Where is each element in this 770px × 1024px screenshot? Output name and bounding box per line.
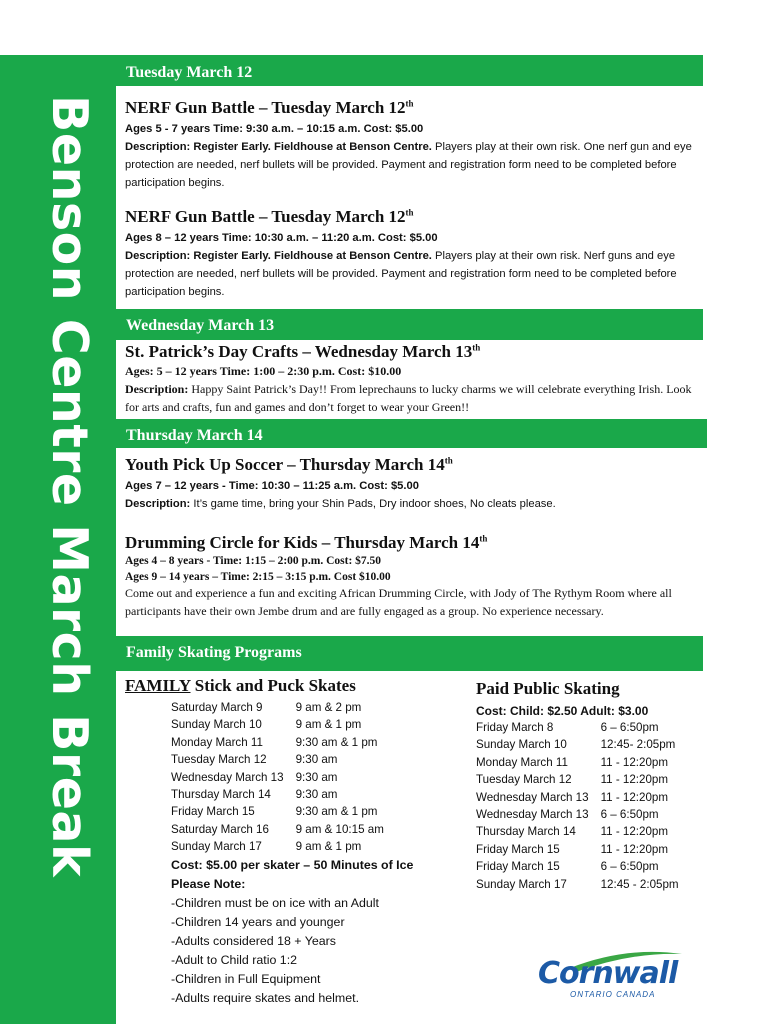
schedule-row (171, 716, 384, 733)
schedule-row (476, 771, 679, 788)
note-item: -Adults considered 18 + Years (171, 933, 336, 948)
schedule-row (171, 769, 384, 786)
schedule-time: 9 am & 10:15 am (295, 822, 384, 836)
event-description: Description: Register Early. Fieldhouse at Benson Centre. Players play at their own risk. One nerf gun and eye protection are needed, nerf bullets will be provided. Payment and registration form need to be completed before participation begins. (125, 141, 692, 189)
schedule-time: 9 am & 1 pm (295, 840, 362, 854)
event-description: Description: Register Early. Fieldhouse at Benson Centre. Players play at their own risk. Nerf guns and eye protection are needed, nerf bullets will be provided. Payment and registration form need to be completed before participation begins. (125, 250, 677, 298)
stick-puck-cost: Cost: $5.00 per skater – 50 Minutes of Ice (171, 857, 414, 872)
schedule-row (171, 734, 384, 751)
schedule-day: Sunday March 17 (171, 840, 262, 854)
schedule-day: Wednesday March 13 (476, 790, 589, 804)
schedule-time: 9:30 am & 1 pm (295, 735, 378, 749)
schedule-time: 9 am & 2 pm (295, 701, 362, 714)
public-skating-cost: Cost: Child: $2.50 Adult: $3.00 (476, 704, 649, 718)
schedule-row (171, 803, 384, 820)
event-soccer (125, 455, 695, 513)
schedule-day: Sunday March 10 (171, 718, 262, 732)
event-description: Description: It’s game time, bring your Shin Pads, Dry indoor shoes, No cleats please. (125, 498, 556, 510)
schedule-time: 9 am & 1 pm (295, 718, 362, 732)
schedule-day: Sunday March 17 (476, 877, 567, 891)
event-drumming (125, 533, 695, 620)
note-item: -Children 14 years and younger (171, 914, 345, 929)
section-header-skating: Family Skating Programs (116, 636, 703, 671)
schedule-row (476, 876, 679, 893)
event-details: Ages 8 – 12 years Time: 10:30 a.m. – 11:20 a.m. Cost: $5.00 (125, 232, 438, 244)
event-crafts (125, 342, 695, 416)
schedule-time: 6 – 6:50pm (600, 808, 659, 822)
schedule-row (171, 786, 384, 803)
schedule-time: 12:45- 2:05pm (600, 738, 676, 752)
schedule-row (171, 751, 384, 768)
schedule-row (476, 806, 679, 823)
note-item: -Children must be on ice with an Adult (171, 895, 379, 910)
schedule-day: Friday March 15 (476, 860, 560, 874)
schedule-day: Monday March 11 (476, 755, 568, 769)
note-list (171, 894, 445, 1008)
logo-name: Cornwall (538, 956, 678, 991)
schedule-day: Saturday March 9 (171, 701, 263, 714)
event-title: NERF Gun Battle – Tuesday March 12th (125, 207, 414, 226)
schedule-row (476, 841, 679, 858)
logo-sub: ONTARIO CANADA (570, 990, 656, 999)
event-details: Ages 5 - 7 years Time: 9:30 a.m. – 10:15 a.m. Cost: $5.00 (125, 123, 424, 135)
event-details: Ages 9 – 14 years – Time: 2:15 – 3:15 p.m. Cost $10.00 (125, 571, 391, 583)
schedule-day: Tuesday March 12 (171, 753, 267, 767)
schedule-row (476, 858, 679, 875)
schedule-row (171, 838, 384, 855)
event-title: Drumming Circle for Kids – Thursday March 14th (125, 533, 488, 552)
schedule-day: Tuesday March 12 (476, 773, 572, 787)
event-details: Ages 4 – 8 years - Time: 1:15 – 2:00 p.m. Cost: $7.50 (125, 555, 382, 567)
schedule-row (476, 754, 679, 771)
schedule-time: 9:30 am & 1 pm (295, 805, 378, 819)
note-label: Please Note: (171, 876, 246, 891)
schedule-day: Friday March 15 (476, 842, 560, 856)
schedule-time: 12:45 - 2:05pm (600, 877, 679, 891)
schedule-day: Friday March 15 (171, 805, 255, 819)
schedule-row (476, 789, 679, 806)
note-item: -Adult to Child ratio 1:2 (171, 952, 298, 967)
schedule-time: 11 - 12:20pm (600, 825, 669, 839)
schedule-time: 11 - 12:20pm (600, 790, 669, 804)
schedule-day: Thursday March 14 (476, 825, 576, 839)
schedule-day: Monday March 11 (171, 735, 263, 749)
public-skating-section (476, 679, 716, 893)
schedule-row (476, 719, 679, 736)
event-details: Ages 7 – 12 years - Time: 10:30 – 11:25 a.m. Cost: $5.00 (125, 480, 419, 492)
schedule-time: 11 - 12:20pm (600, 755, 669, 769)
stick-puck-title: FAMILY Stick and Puck Skates (125, 676, 356, 695)
schedule-day: Thursday March 14 (171, 788, 271, 802)
public-skating-schedule (476, 719, 679, 893)
event-nerf-2 (125, 207, 695, 301)
event-title: St. Patrick’s Day Crafts – Wednesday March 13th (125, 342, 481, 361)
cornwall-logo (536, 950, 686, 1002)
schedule-day: Friday March 8 (476, 721, 554, 734)
event-details: Ages: 5 – 12 years Time: 1:00 – 2:30 p.m. Cost: $10.00 (125, 364, 402, 378)
section-header-wednesday: Wednesday March 13 (116, 309, 703, 340)
schedule-day: Wednesday March 13 (171, 770, 284, 784)
stick-puck-section (125, 676, 445, 1008)
section-header-tuesday: Tuesday March 12 (116, 55, 703, 86)
note-item: -Children in Full Equipment (171, 971, 321, 986)
schedule-day: Saturday March 16 (171, 822, 269, 836)
schedule-time: 6 – 6:50pm (600, 721, 659, 734)
schedule-time: 9:30 am (295, 770, 338, 784)
schedule-time: 6 – 6:50pm (600, 860, 659, 874)
schedule-day: Wednesday March 13 (476, 808, 589, 822)
schedule-time: 9:30 am (295, 788, 338, 802)
sidebar-title: Benson Centre March Break (41, 95, 98, 878)
event-description: Description: Happy Saint Patrick’s Day!! From leprechauns to lucky charms we will celebrate everything Irish. Look for arts and crafts, fun and games and don’t forget to wear your Green!! (125, 382, 692, 414)
schedule-row (171, 821, 384, 838)
schedule-time: 11 - 12:20pm (600, 773, 669, 787)
schedule-time: 9:30 am (295, 753, 338, 767)
event-title: NERF Gun Battle – Tuesday March 12th (125, 98, 414, 117)
schedule-day: Sunday March 10 (476, 738, 567, 752)
stick-puck-schedule (171, 699, 384, 856)
note-item: -Adults require skates and helmet. (171, 990, 360, 1005)
event-title: Youth Pick Up Soccer – Thursday March 14th (125, 455, 453, 474)
schedule-time: 11 - 12:20pm (600, 842, 669, 856)
public-skating-title: Paid Public Skating (476, 679, 620, 698)
event-nerf-1 (125, 98, 695, 192)
schedule-row (476, 823, 679, 840)
section-header-thursday: Thursday March 14 (116, 419, 707, 448)
schedule-row (171, 699, 384, 716)
schedule-row (476, 736, 679, 753)
event-description: Come out and experience a fun and exciting African Drumming Circle, with Jody of The Rythym Room where all participants have their own Jembe drum and are fully engaged as a group. No experience necessary. (125, 586, 672, 618)
